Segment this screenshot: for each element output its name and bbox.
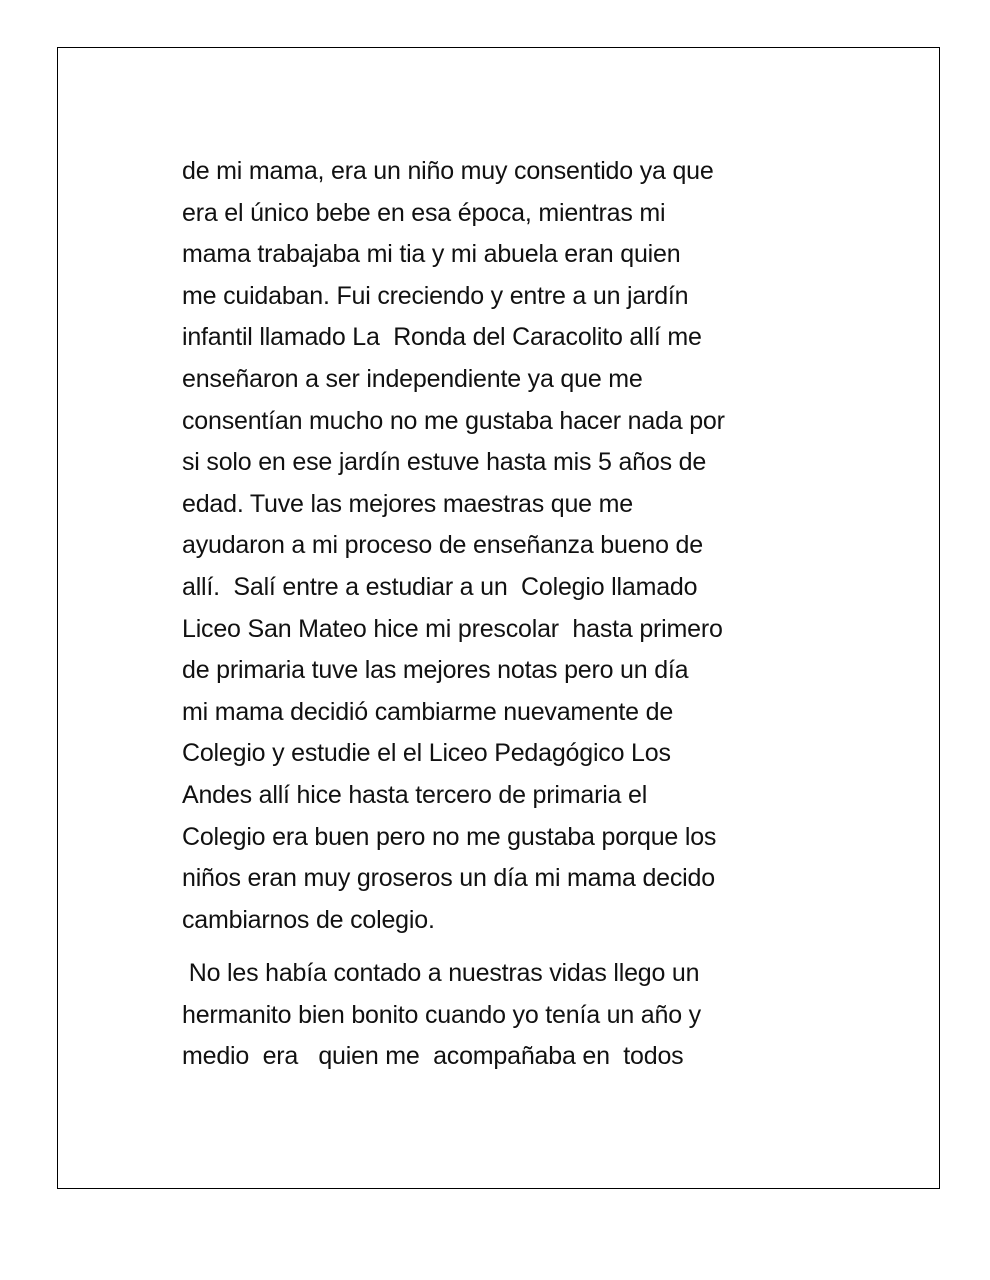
text-line: medio era quien me acompañaba en todos xyxy=(182,1042,684,1071)
text-line: edad. Tuve las mejores maestras que me xyxy=(182,489,633,518)
text-line: mama trabajaba mi tia y mi abuela eran quien xyxy=(182,240,681,269)
text-line: Liceo San Mateo hice mi prescolar hasta primero xyxy=(182,614,723,643)
text-line: No les había contado a nuestras vidas llego un xyxy=(182,959,700,988)
text-line: enseñaron a ser independiente ya que me xyxy=(182,364,643,393)
paragraph-1 xyxy=(182,151,862,941)
text-line: si solo en ese jardín estuve hasta mis 5 años de xyxy=(182,448,707,477)
text-line: allí. Salí entre a estudiar a un Colegio llamado xyxy=(182,572,698,601)
text-line: cambiarnos de colegio. xyxy=(182,905,435,934)
text-line: Colegio era buen pero no me gustaba porque los xyxy=(182,822,717,851)
text-line: mi mama decidió cambiarme nuevamente de xyxy=(182,697,674,726)
text-line: era el único bebe en esa época, mientras mi xyxy=(182,198,666,227)
text-line: de mi mama, era un niño muy consentido ya que xyxy=(182,157,714,185)
text-line: de primaria tuve las mejores notas pero un día xyxy=(182,656,689,685)
text-line: infantil llamado La Ronda del Caracolito allí me xyxy=(182,323,702,352)
text-line: ayudaron a mi proceso de enseñanza bueno de xyxy=(182,531,703,560)
text-line: hermanito bien bonito cuando yo tenía un año y xyxy=(182,1000,701,1029)
document-body xyxy=(182,151,862,1078)
text-line: me cuidaban. Fui creciendo y entre a un jardín xyxy=(182,281,689,310)
paragraph-2 xyxy=(182,953,862,1078)
text-line: consentían mucho no me gustaba hacer nada por xyxy=(182,406,725,435)
text-line: Colegio y estudie el el Liceo Pedagógico Los xyxy=(182,739,671,768)
text-line: niños eran muy groseros un día mi mama decido xyxy=(182,864,715,893)
text-line: Andes allí hice hasta tercero de primaria el xyxy=(182,780,648,809)
